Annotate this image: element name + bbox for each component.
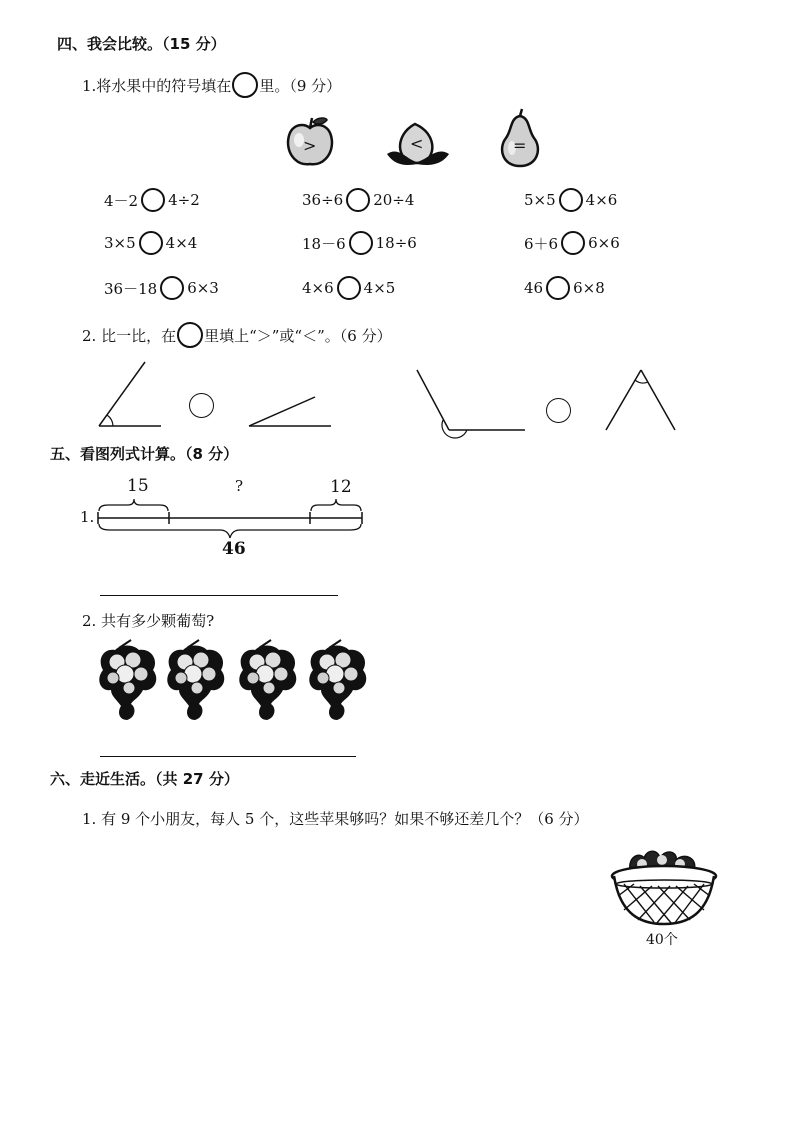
segment-left-label: 15 [127,476,149,496]
apple-basket-icon [610,844,718,928]
exercise-left: 36－18 [104,279,158,298]
segment-total-label: 46 [222,539,246,559]
apple-symbol: > [303,136,317,155]
circle-icon [177,322,203,348]
exercise-1 [104,188,200,212]
answer-circle[interactable] [561,231,585,255]
answer-circle[interactable] [559,188,583,212]
section-5-title: 五、看图列式计算。（8 分） [50,445,239,463]
pear-icon [496,108,544,170]
exercise-8 [302,276,395,300]
answer-circle[interactable] [546,276,570,300]
exercise-6 [524,231,620,255]
s4-q2 [82,322,392,348]
exercise-right: 4×5 [363,279,396,297]
s4-q2-prefix: 2. 比一比，在 [82,326,177,345]
s4-q2-suffix: 里填上“＞”或“＜”。（6 分） [204,326,392,345]
s5-q2-text: 2. 共有多少颗葡萄? [82,612,215,630]
segment-diagram [96,496,366,542]
answer-circle[interactable] [346,188,370,212]
exercise-right: 4×4 [165,234,198,252]
answer-circle[interactable] [139,231,163,255]
exercise-right: 20÷4 [373,191,415,209]
s4-q1-suffix: 里。（9 分） [259,76,342,95]
answer-line-1[interactable] [100,595,338,596]
segment-right-label: 12 [330,477,352,497]
s4-q1-prefix: 1.将水果中的符号填在 [82,76,232,95]
exercise-2 [302,188,414,212]
exercise-left: 4－2 [104,191,139,210]
s4-q1 [82,72,341,98]
exercise-3 [524,188,617,212]
exercise-7 [104,276,219,300]
exercise-right: 6×8 [573,279,605,297]
exercise-left: 5×5 [524,191,556,209]
exercise-right: 4×6 [585,191,618,209]
segment-unknown-label: ? [235,477,244,495]
compare-circle-1[interactable] [189,393,214,418]
angle-diagram-1 [95,362,335,432]
s6-q1-text: 1. 有 9 个小朋友，每人 5 个，这些苹果够吗？如果不够还差几个？（6 分） [82,810,589,828]
exercise-right: 6×6 [588,234,620,252]
section-6-title: 六、走近生活。（共 27 分） [50,770,239,788]
exercise-right: 4÷2 [168,191,200,209]
answer-circle[interactable] [141,188,165,212]
answer-circle[interactable] [337,276,361,300]
compare-circle-2[interactable] [546,398,571,423]
pear-symbol: = [513,136,527,155]
exercise-left: 6＋6 [524,234,559,253]
exercise-5 [302,231,417,255]
answer-line-2[interactable] [100,756,356,757]
angle-diagram-2 [415,368,680,434]
section-4-title: 四、我会比较。（15 分） [57,35,226,53]
exercise-right: 6×3 [187,279,219,297]
peach-icon [385,120,451,170]
exercise-left: 18－6 [302,234,346,253]
exercise-left: 3×5 [104,234,136,252]
peach-symbol: < [410,134,424,153]
exercise-left: 46 [524,279,544,297]
exercise-4 [104,231,197,255]
circle-icon [232,72,258,98]
apple-icon [283,114,337,168]
exercise-right: 18÷6 [375,234,417,252]
answer-circle[interactable] [160,276,184,300]
exercise-left: 4×6 [302,279,334,297]
exercise-left: 36÷6 [302,191,344,209]
answer-circle[interactable] [349,231,373,255]
exercise-9 [524,276,605,300]
s5-q1-number: 1. [80,508,95,526]
grapes-icon [97,638,372,722]
basket-label: 40个 [646,932,678,948]
